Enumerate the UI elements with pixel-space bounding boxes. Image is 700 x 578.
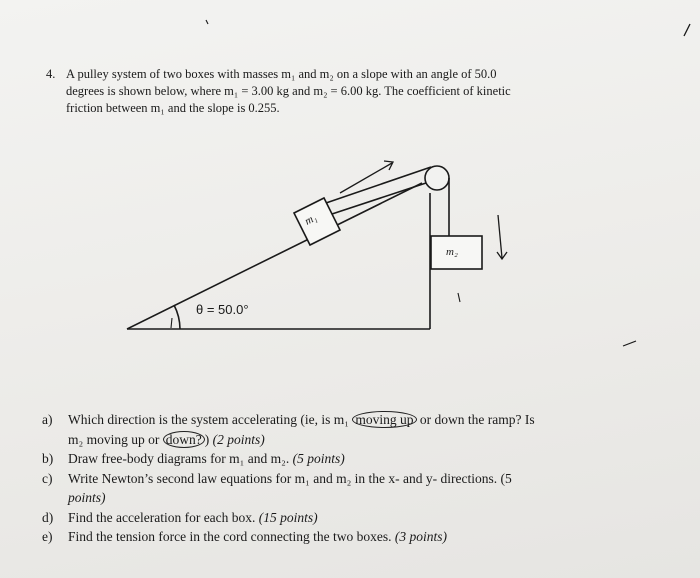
question-label: c) <box>42 470 53 486</box>
problem-line-1: A pulley system of two boxes with masses m₁ and m₂ on a slope with an angle of 50.0 <box>66 67 497 81</box>
problem-line-3: friction between m₁ and the slope is 0.255. <box>66 101 280 115</box>
mass1-label: m₁ <box>302 211 319 228</box>
problem-line-2: degrees is shown below, where m₁ = 3.00 kg and m₂ = 6.00 kg. The coefficient of kinetic <box>66 84 511 98</box>
question-text: Draw free-body diagrams for m₁ and m₂. <box>68 451 290 466</box>
question-label: b) <box>42 451 54 466</box>
question-a <box>42 410 662 449</box>
question-text-line2: m₂ moving up or <box>68 431 163 447</box>
question-text: Find the tension force in the cord connecting the two boxes. <box>68 529 392 544</box>
question-points: (3 points) <box>394 529 448 544</box>
question-c <box>42 469 662 508</box>
angle-arc <box>174 305 180 329</box>
circled-answer: moving up <box>352 411 416 428</box>
tick-mark-4 <box>684 24 690 36</box>
question-text: Find the acceleration for each box. <box>68 509 256 525</box>
question-text-close: ) <box>204 431 210 447</box>
pulley-wheel <box>425 166 449 190</box>
tick-mark-3 <box>623 341 636 346</box>
angle-label: θ = 50.0° <box>196 302 249 317</box>
question-e <box>42 527 662 547</box>
question-label: d) <box>42 509 54 525</box>
question-points: (5 points) <box>292 451 345 466</box>
question-text: Which direction is the system accelerating (ie, is m₁ <box>68 412 353 427</box>
ramp-slope <box>127 183 422 329</box>
rope-slope-lower <box>332 183 426 214</box>
problem-number: 4. <box>46 67 56 81</box>
tick-mark-1 <box>458 293 460 302</box>
tick-mark-2 <box>171 318 172 328</box>
question-label: e) <box>42 529 53 544</box>
question-d <box>42 508 662 528</box>
question-text-cont: or down the ramp? Is <box>416 412 535 427</box>
circled-answer-2: down? <box>163 431 205 448</box>
arrow-down <box>498 215 502 258</box>
question-list <box>42 410 662 547</box>
question-label: a) <box>42 412 53 427</box>
question-text: Write Newton’s second law equations for m₁ and m₂ in the x- and y- directions. <box>68 470 498 486</box>
mass2-label: m₂ <box>446 246 458 258</box>
tick-mark-5 <box>206 20 208 24</box>
question-points: (15 points) <box>258 509 318 525</box>
question-b <box>42 449 662 469</box>
question-points-cont: points) <box>68 490 106 505</box>
rope-slope <box>326 167 431 203</box>
question-points: (2 points) <box>212 431 265 447</box>
question-points-open: (5 <box>500 470 512 486</box>
